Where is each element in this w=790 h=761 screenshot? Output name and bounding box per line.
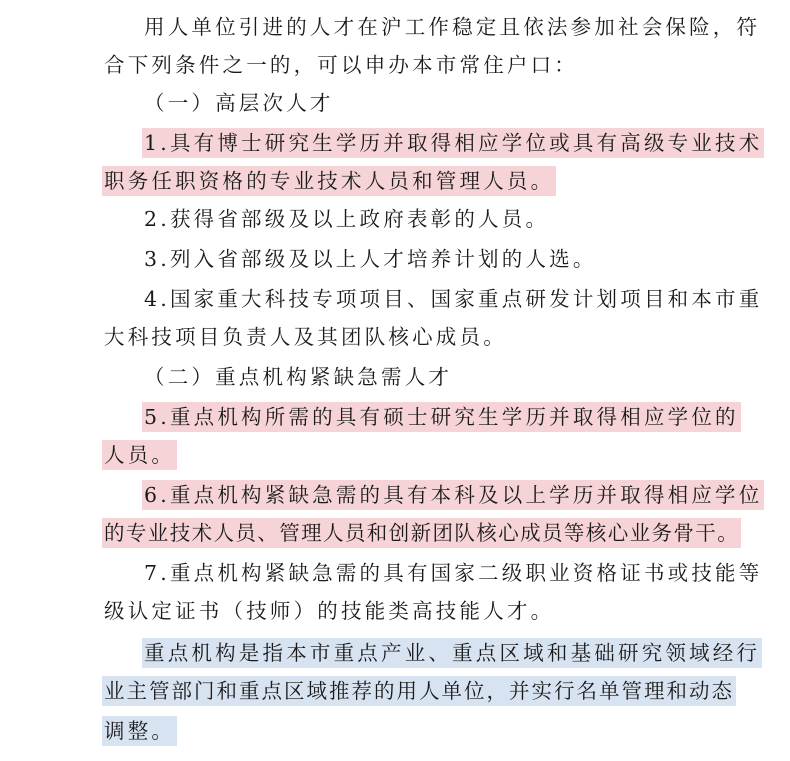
highlighted-text: 人员。: [102, 440, 177, 470]
highlighted-text: 1.具有博士研究生学历并取得相应学位或具有高级专业技术: [142, 128, 764, 158]
section-heading-1: [142, 84, 336, 122]
text-run: （二）重点机构紧缺急需人才: [144, 365, 453, 389]
text-run: 4.国家重大科技专项项目、国家重点研发计划项目和本市重: [144, 287, 763, 311]
note-line-2: [102, 672, 736, 710]
highlighted-text: 6.重点机构紧缺急需的具有本科及以上学历并取得相应学位: [142, 480, 764, 510]
item-5-line-1: [142, 398, 741, 436]
item-2: [142, 200, 551, 238]
text-run: 7.重点机构紧缺急需的具有国家二级职业资格证书或技能等: [144, 561, 763, 585]
item-1-line-1: [142, 124, 764, 162]
item-1-line-2: [102, 162, 556, 200]
item-4-line-1: [142, 280, 764, 318]
item-6-line-1: [142, 476, 764, 514]
text-run: 大科技项目负责人及其团队核心成员。: [104, 325, 507, 349]
text-run: 2.获得省部级及以上政府表彰的人员。: [144, 207, 550, 231]
highlighted-text: 5.重点机构所需的具有硕士研究生学历并取得相应学位的: [142, 402, 741, 432]
paragraph-intro-line-1: [142, 8, 762, 46]
item-4-line-2: [102, 318, 509, 356]
item-7-line-1: [142, 554, 764, 592]
item-3: [142, 240, 599, 278]
paragraph-intro-line-2: [102, 46, 580, 84]
item-7-line-2: [102, 592, 556, 630]
text-run: 用人单位引进的人才在沪工作稳定且依法参加社会保险，符: [144, 15, 761, 39]
note-line-3: [102, 712, 177, 750]
item-6-line-2: [102, 514, 741, 552]
highlighted-text: 调整。: [102, 716, 177, 746]
highlighted-text: 重点机构是指本市重点产业、重点区域和基础研究领域经行: [142, 638, 762, 668]
text-run: 合下列条件之一的，可以申办本市常住户口：: [104, 53, 578, 77]
highlighted-text: 业主管部门和重点区域推荐的用人单位，并实行名单管理和动态: [102, 676, 736, 706]
text-run: （一）高层次人才: [144, 91, 334, 115]
text-run: 3.列入省部级及以上人才培养计划的人选。: [144, 247, 597, 271]
highlighted-text: 的专业技术人员、管理人员和创新团队核心成员等核心业务骨干。: [102, 518, 741, 548]
section-heading-2: [142, 358, 454, 396]
item-5-line-2: [102, 436, 177, 474]
note-line-1: [142, 634, 762, 672]
highlighted-text: 职务任职资格的专业技术人员和管理人员。: [102, 166, 556, 196]
text-run: 级认定证书（技师）的技能类高技能人才。: [104, 599, 555, 623]
